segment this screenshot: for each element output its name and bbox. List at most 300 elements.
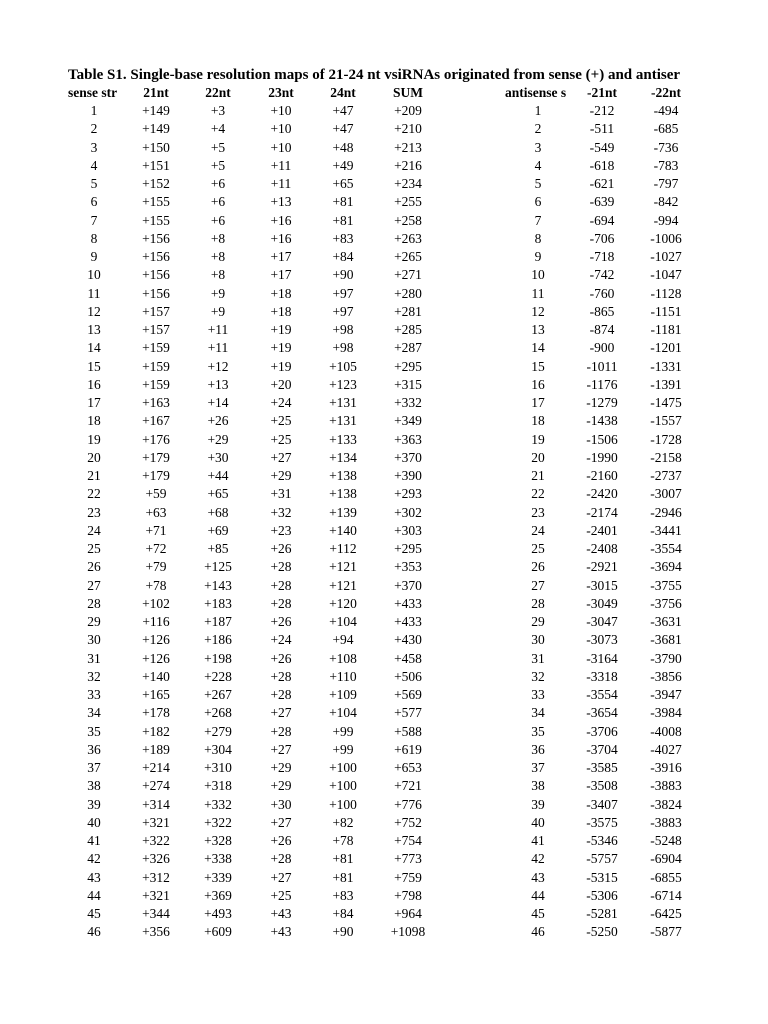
table-cell-val-23nt: +11	[270, 157, 292, 173]
table-cell-val-21nt: +344	[142, 906, 170, 921]
table-cell-val-sum: +588	[394, 723, 422, 739]
table-cell-val-antisense-21nt: -3015	[586, 577, 618, 593]
table-cell-val-sum: +353	[394, 559, 422, 575]
table-cell-val-antisense-21nt: -1438	[586, 413, 618, 429]
table-cell-val-21nt: +159	[142, 376, 170, 392]
table-cell-val-antisense-21nt: -874	[589, 322, 615, 337]
table-cell-val-23nt: +28	[270, 595, 292, 611]
table-cell-val-antisense-22nt: -3824	[650, 796, 682, 812]
table-cell-val-antisense-21nt: -3073	[586, 632, 618, 648]
table-cell-val-antisense-22nt: -1128	[650, 285, 682, 301]
table-cell-val-23nt: +19	[270, 322, 292, 337]
table-title: Table S1. Single-base resolution maps of 21-24 nt vsiRNAs originated from sense (+) and antiser	[68, 67, 681, 83]
table-cell-antisense-index: 33	[531, 687, 545, 702]
table-cell-sense-index: 11	[87, 285, 101, 301]
table-cell-val-antisense-22nt: -3790	[650, 650, 682, 666]
table-cell-val-antisense-21nt: -3049	[586, 595, 618, 611]
table-cell-antisense-index: 43	[531, 869, 545, 885]
table-cell-val-antisense-21nt: -1176	[586, 376, 618, 392]
table-cell-val-23nt: +29	[270, 778, 292, 794]
table-cell-val-antisense-21nt: -5757	[586, 851, 618, 867]
table-cell-val-antisense-21nt: -5315	[586, 869, 618, 885]
table-cell-val-22nt: +11	[207, 322, 229, 337]
table-cell-val-24nt: +49	[332, 157, 354, 173]
table-cell-val-22nt: +8	[210, 249, 226, 264]
table-cell-val-antisense-22nt: -3984	[650, 705, 682, 721]
table-cell-val-antisense-22nt: -3947	[650, 687, 682, 702]
table-cell-val-21nt: +274	[142, 778, 170, 794]
table-cell-val-22nt: +493	[204, 906, 232, 921]
table-cell-val-23nt: +26	[270, 650, 292, 666]
table-cell-val-sum: +315	[394, 376, 422, 392]
table-cell-antisense-index: 19	[531, 431, 545, 447]
table-cell-val-antisense-22nt: -3007	[650, 486, 682, 502]
table-cell-val-24nt: +99	[332, 723, 354, 739]
table-cell-sense-index: 1	[90, 103, 98, 118]
table-cell-val-antisense-22nt: -3756	[650, 595, 682, 611]
table-cell-val-21nt: +63	[145, 504, 167, 520]
table-cell-val-22nt: +187	[204, 614, 232, 629]
table-cell-val-sum: +209	[394, 103, 422, 118]
table-cell-sense-index: 15	[87, 358, 101, 374]
table-cell-val-antisense-21nt: -1506	[586, 431, 618, 447]
table-cell-antisense-index: 13	[531, 322, 545, 337]
header-23nt: 23nt	[268, 85, 294, 100]
table-cell-val-23nt: +25	[270, 431, 292, 447]
table-cell-val-23nt: +28	[270, 577, 292, 593]
table-cell-sense-index: 30	[87, 632, 101, 648]
table-cell-val-sum: +458	[394, 650, 422, 666]
table-cell-val-antisense-22nt: -797	[653, 176, 679, 191]
table-cell-val-23nt: +18	[270, 285, 292, 301]
table-cell-sense-index: 28	[87, 595, 101, 611]
table-cell-val-22nt: +310	[204, 760, 232, 775]
table-cell-val-21nt: +176	[142, 431, 170, 447]
table-cell-val-antisense-21nt: -5281	[586, 906, 618, 921]
table-cell-val-21nt: +159	[142, 358, 170, 374]
table-cell-val-23nt: +27	[270, 741, 292, 757]
table-cell-val-22nt: +339	[204, 869, 232, 885]
table-cell-val-24nt: +47	[332, 121, 354, 137]
table-cell-sense-index: 32	[87, 668, 101, 684]
table-cell-val-23nt: +10	[270, 121, 292, 137]
table-cell-val-21nt: +178	[142, 705, 170, 721]
table-cell-val-23nt: +30	[270, 796, 292, 812]
table-cell-val-22nt: +332	[204, 796, 232, 812]
table-cell-val-antisense-22nt: -6714	[650, 887, 682, 903]
table-cell-val-24nt: +100	[329, 778, 357, 794]
table-cell-val-21nt: +152	[142, 176, 170, 191]
table-cell-val-antisense-21nt: -2174	[586, 504, 618, 520]
table-cell-val-21nt: +179	[142, 468, 170, 483]
table-cell-val-sum: +213	[394, 139, 422, 155]
table-cell-sense-index: 46	[87, 924, 101, 940]
table-cell-val-antisense-22nt: -3883	[650, 778, 682, 794]
table-cell-val-21nt: +155	[142, 194, 170, 210]
table-cell-antisense-index: 45	[531, 906, 545, 921]
table-cell-val-sum: +263	[394, 230, 422, 246]
table-cell-val-21nt: +150	[142, 139, 170, 155]
table-cell-val-21nt: +126	[142, 650, 170, 666]
table-cell-val-21nt: +102	[142, 595, 170, 611]
table-cell-val-23nt: +27	[270, 814, 292, 830]
table-cell-antisense-index: 3	[534, 139, 542, 155]
table-cell-val-22nt: +9	[210, 285, 226, 301]
table-cell-sense-index: 19	[87, 431, 101, 447]
table-cell-val-antisense-22nt: -6425	[650, 906, 682, 921]
table-cell-val-antisense-22nt: -1181	[650, 322, 682, 337]
table-cell-val-24nt: +78	[332, 833, 354, 848]
table-cell-antisense-index: 25	[531, 541, 545, 556]
table-cell-val-antisense-21nt: -2160	[586, 468, 618, 483]
header-antisense-22nt: -22nt	[651, 85, 681, 100]
table-cell-val-antisense-22nt: -4027	[650, 741, 682, 757]
table-cell-val-23nt: +20	[270, 376, 292, 392]
table-cell-val-antisense-22nt: -1331	[650, 358, 682, 374]
table-cell-val-antisense-21nt: -3585	[586, 760, 618, 775]
table-cell-val-sum: +721	[394, 778, 422, 794]
table-cell-val-21nt: +59	[145, 486, 167, 502]
table-cell-val-23nt: +24	[270, 632, 292, 648]
table-cell-val-24nt: +100	[329, 760, 357, 775]
table-cell-val-sum: +653	[394, 760, 422, 775]
table-cell-val-22nt: +186	[204, 632, 232, 648]
header-sum: SUM	[393, 85, 423, 100]
table-cell-val-antisense-21nt: -3508	[586, 778, 618, 794]
table-cell-val-22nt: +318	[204, 778, 232, 794]
table-cell-val-23nt: +28	[270, 723, 292, 739]
header-24nt: 24nt	[330, 85, 356, 100]
table-cell-val-sum: +281	[394, 303, 422, 319]
table-cell-val-23nt: +26	[270, 614, 292, 629]
table-cell-sense-index: 36	[87, 741, 101, 757]
table-cell-val-24nt: +108	[329, 650, 357, 666]
table-cell-val-21nt: +322	[142, 833, 170, 848]
table-cell-val-23nt: +17	[270, 249, 292, 264]
table-cell-val-21nt: +156	[142, 267, 170, 283]
header-21nt: 21nt	[143, 85, 169, 100]
table-cell-val-24nt: +104	[329, 705, 357, 721]
table-cell-antisense-index: 44	[531, 887, 545, 903]
table-cell-val-22nt: +11	[207, 340, 229, 356]
table-cell-val-22nt: +13	[207, 376, 229, 392]
table-cell-val-sum: +349	[394, 413, 422, 429]
table-cell-sense-index: 20	[87, 449, 101, 465]
table-cell-val-21nt: +116	[142, 614, 170, 629]
table-cell-antisense-index: 5	[534, 176, 542, 191]
table-cell-val-23nt: +28	[270, 851, 292, 867]
table-cell-val-sum: +390	[394, 468, 422, 483]
table-cell-val-sum: +577	[394, 705, 422, 721]
table-cell-val-antisense-22nt: -1027	[650, 249, 682, 264]
table-cell-sense-index: 25	[87, 541, 101, 556]
table-cell-val-22nt: +9	[210, 303, 226, 319]
table-cell-sense-index: 31	[87, 650, 101, 666]
table-cell-val-24nt: +98	[332, 322, 354, 337]
table-cell-val-23nt: +18	[270, 303, 292, 319]
table-cell-val-21nt: +151	[142, 157, 170, 173]
table-cell-val-antisense-22nt: -3694	[650, 559, 682, 575]
table-cell-val-antisense-21nt: -549	[589, 139, 615, 155]
table-cell-val-23nt: +10	[270, 103, 292, 118]
table-cell-sense-index: 17	[87, 395, 101, 410]
table-cell-sense-index: 29	[87, 614, 101, 629]
table-cell-antisense-index: 31	[531, 650, 545, 666]
table-cell-val-23nt: +27	[270, 869, 292, 885]
table-cell-val-antisense-21nt: -2420	[586, 486, 618, 502]
table-cell-val-antisense-21nt: -3654	[586, 705, 618, 721]
table-cell-val-22nt: +198	[204, 650, 232, 666]
table-cell-val-sum: +619	[394, 741, 422, 757]
table-cell-val-23nt: +16	[270, 212, 292, 228]
header-22nt: 22nt	[205, 85, 231, 100]
table-cell-val-antisense-22nt: -5877	[650, 924, 682, 940]
table-cell-val-antisense-21nt: -2408	[586, 541, 618, 556]
table-cell-val-antisense-22nt: -994	[653, 212, 679, 228]
table-cell-val-antisense-22nt: -1391	[650, 376, 682, 392]
table-cell-val-24nt: +140	[329, 522, 357, 538]
header-antisense-21nt: -21nt	[587, 85, 617, 100]
table-cell-val-23nt: +13	[270, 194, 292, 210]
table-cell-val-sum: +216	[394, 157, 422, 173]
table-cell-val-sum: +370	[394, 449, 422, 465]
table-cell-val-22nt: +44	[207, 468, 229, 483]
table-cell-sense-index: 7	[90, 212, 98, 228]
table-cell-val-24nt: +90	[332, 924, 354, 940]
table-cell-val-22nt: +5	[210, 157, 226, 173]
table-cell-antisense-index: 42	[531, 851, 545, 867]
table-cell-val-22nt: +304	[204, 741, 232, 757]
table-cell-val-22nt: +8	[210, 267, 226, 283]
table-cell-val-23nt: +26	[270, 833, 292, 848]
table-cell-val-antisense-22nt: -1475	[650, 395, 682, 410]
table-cell-val-21nt: +156	[142, 285, 170, 301]
table-cell-val-antisense-22nt: -5248	[650, 833, 682, 848]
table-cell-val-21nt: +214	[142, 760, 170, 775]
table-cell-sense-index: 45	[87, 906, 101, 921]
table-cell-antisense-index: 16	[531, 376, 545, 392]
table-cell-val-22nt: +267	[204, 687, 232, 702]
table-cell-val-antisense-21nt: -2921	[586, 559, 618, 575]
table-cell-val-sum: +430	[394, 632, 422, 648]
table-cell-val-24nt: +105	[329, 358, 357, 374]
table-cell-val-24nt: +121	[329, 559, 357, 575]
table-cell-val-sum: +280	[394, 285, 422, 301]
table-cell-sense-index: 8	[90, 230, 98, 246]
table-cell-val-24nt: +81	[332, 869, 354, 885]
table-cell-sense-index: 26	[87, 559, 101, 575]
table-cell-antisense-index: 35	[531, 723, 545, 739]
table-cell-val-22nt: +69	[207, 522, 229, 538]
table-cell-antisense-index: 39	[531, 796, 545, 812]
table-cell-antisense-index: 40	[531, 814, 545, 830]
table-cell-antisense-index: 14	[531, 340, 545, 356]
table-cell-val-21nt: +321	[142, 887, 170, 903]
table-cell-val-24nt: +83	[332, 887, 354, 903]
table-cell-val-24nt: +138	[329, 468, 357, 483]
table-cell-val-antisense-21nt: -3706	[586, 723, 618, 739]
table-cell-val-antisense-22nt: -3554	[650, 541, 682, 556]
table-cell-val-sum: +754	[394, 833, 422, 848]
table-cell-val-22nt: +29	[207, 431, 229, 447]
table-cell-val-sum: +302	[394, 504, 422, 520]
table-cell-val-sum: +964	[394, 906, 422, 921]
table-cell-val-21nt: +79	[145, 559, 167, 575]
table-cell-val-23nt: +10	[270, 139, 292, 155]
table-cell-val-22nt: +14	[207, 395, 229, 410]
table-cell-sense-index: 44	[87, 887, 101, 903]
table-cell-val-23nt: +28	[270, 559, 292, 575]
table-cell-sense-index: 4	[90, 157, 98, 173]
table-cell-val-24nt: +98	[332, 340, 354, 356]
table-cell-val-22nt: +26	[207, 413, 229, 429]
table-cell-val-21nt: +356	[142, 924, 170, 940]
table-cell-val-22nt: +12	[207, 358, 229, 374]
table-cell-val-antisense-22nt: -2737	[650, 468, 682, 483]
table-cell-val-22nt: +125	[204, 559, 232, 575]
table-cell-sense-index: 16	[87, 376, 101, 392]
table-cell-val-22nt: +143	[204, 577, 232, 593]
table-cell-val-antisense-21nt: -5306	[586, 887, 618, 903]
table-cell-sense-index: 21	[87, 468, 101, 483]
table-cell-val-antisense-22nt: -2946	[650, 504, 682, 520]
table-cell-val-antisense-22nt: -6904	[650, 851, 682, 867]
table-cell-antisense-index: 17	[531, 395, 545, 410]
table-cell-val-24nt: +120	[329, 595, 357, 611]
table-cell-val-antisense-22nt: -6855	[650, 869, 682, 885]
table-cell-val-22nt: +6	[210, 194, 226, 210]
table-cell-val-24nt: +47	[332, 103, 354, 118]
table-cell-val-antisense-21nt: -1279	[586, 395, 618, 410]
table-cell-val-antisense-22nt: -1728	[650, 431, 682, 447]
table-cell-val-24nt: +97	[332, 285, 354, 301]
table-cell-antisense-index: 7	[534, 212, 542, 228]
table-cell-val-sum: +776	[394, 796, 422, 812]
table-cell-antisense-index: 6	[534, 194, 542, 210]
table-cell-val-sum: +773	[394, 851, 422, 867]
table-cell-val-24nt: +81	[332, 212, 354, 228]
table-cell-val-23nt: +27	[270, 449, 292, 465]
table-cell-val-antisense-22nt: -3755	[650, 577, 682, 593]
table-cell-val-22nt: +65	[207, 486, 229, 502]
table-cell-val-antisense-21nt: -3164	[586, 650, 618, 666]
table-cell-val-22nt: +369	[204, 887, 232, 903]
table-cell-antisense-index: 46	[531, 924, 545, 940]
table-cell-antisense-index: 30	[531, 632, 545, 648]
table-cell-val-antisense-21nt: -212	[589, 103, 615, 118]
table-cell-val-21nt: +312	[142, 869, 170, 885]
table-cell-sense-index: 35	[87, 723, 101, 739]
table-cell-antisense-index: 26	[531, 559, 545, 575]
table-cell-val-antisense-22nt: -1006	[650, 230, 682, 246]
table-cell-val-antisense-21nt: -718	[589, 249, 615, 264]
table-cell-val-sum: +433	[394, 595, 422, 611]
table-cell-val-23nt: +43	[270, 924, 292, 940]
table-cell-val-22nt: +85	[207, 541, 229, 556]
table-cell-val-24nt: +104	[329, 614, 357, 629]
table-cell-val-24nt: +84	[332, 249, 354, 264]
table-cell-val-22nt: +4	[210, 121, 226, 137]
table-cell-val-sum: +363	[394, 431, 422, 447]
table-cell-val-21nt: +72	[145, 541, 167, 556]
table-cell-val-23nt: +19	[270, 358, 292, 374]
table-cell-val-22nt: +8	[210, 230, 226, 246]
table-cell-val-24nt: +100	[329, 796, 357, 812]
table-cell-val-24nt: +110	[329, 668, 357, 684]
table-cell-sense-index: 13	[87, 322, 101, 337]
table-cell-sense-index: 14	[87, 340, 101, 356]
table-cell-antisense-index: 37	[531, 760, 545, 775]
table-cell-val-sum: +1098	[390, 924, 426, 940]
table-cell-val-antisense-21nt: -3575	[586, 814, 618, 830]
table-cell-sense-index: 40	[87, 814, 101, 830]
table-cell-val-antisense-21nt: -900	[589, 340, 615, 356]
table-cell-val-antisense-21nt: -5346	[586, 833, 618, 848]
table-cell-val-antisense-22nt: -3856	[650, 668, 682, 684]
table-cell-val-antisense-21nt: -5250	[586, 924, 618, 940]
table-cell-val-21nt: +156	[142, 249, 170, 264]
table-cell-val-22nt: +279	[204, 723, 232, 739]
table-cell-val-antisense-22nt: -3883	[650, 814, 682, 830]
table-cell-val-21nt: +163	[142, 395, 170, 410]
table-cell-val-23nt: +23	[270, 522, 292, 538]
table-cell-val-21nt: +165	[142, 687, 170, 702]
table-cell-val-22nt: +322	[204, 814, 232, 830]
table-cell-val-24nt: +139	[329, 504, 357, 520]
table-cell-val-24nt: +83	[332, 230, 354, 246]
table-cell-val-23nt: +19	[270, 340, 292, 356]
table-cell-val-24nt: +65	[332, 176, 354, 191]
table-cell-val-24nt: +94	[332, 632, 354, 648]
table-cell-sense-index: 12	[87, 303, 101, 319]
table-cell-val-antisense-22nt: -4008	[650, 723, 682, 739]
table-cell-antisense-index: 2	[534, 121, 542, 137]
table-cell-val-21nt: +149	[142, 103, 170, 118]
table-cell-val-antisense-21nt: -618	[589, 157, 615, 173]
table-cell-val-21nt: +314	[142, 796, 170, 812]
table-cell-val-antisense-22nt: -3441	[650, 522, 682, 538]
table-cell-val-sum: +285	[394, 322, 422, 337]
table-cell-val-sum: +752	[394, 814, 422, 830]
table-cell-val-sum: +255	[394, 194, 422, 210]
table-cell-val-24nt: +134	[329, 449, 357, 465]
table-cell-val-24nt: +81	[332, 851, 354, 867]
table-cell-val-22nt: +5	[210, 139, 226, 155]
table-cell-val-23nt: +43	[270, 906, 292, 921]
table-cell-sense-index: 27	[87, 577, 101, 593]
table-cell-antisense-index: 1	[534, 103, 542, 118]
table-cell-val-21nt: +126	[142, 632, 170, 648]
table-cell-val-sum: +433	[394, 614, 422, 629]
table-cell-val-21nt: +156	[142, 230, 170, 246]
table-cell-val-21nt: +71	[145, 522, 167, 538]
table-cell-val-antisense-22nt: -783	[653, 157, 679, 173]
table-cell-antisense-index: 24	[531, 522, 545, 538]
table-cell-val-23nt: +26	[270, 541, 292, 556]
table-cell-val-24nt: +121	[329, 577, 357, 593]
table-cell-val-23nt: +27	[270, 705, 292, 721]
table-cell-val-24nt: +82	[332, 814, 354, 830]
table-cell-val-antisense-21nt: -1990	[586, 449, 618, 465]
table-cell-val-23nt: +32	[270, 504, 292, 520]
table-cell-antisense-index: 32	[531, 668, 545, 684]
table-cell-antisense-index: 38	[531, 778, 545, 794]
table-cell-val-23nt: +17	[270, 267, 292, 283]
table-cell-val-antisense-22nt: -2158	[650, 449, 682, 465]
table-cell-sense-index: 3	[90, 139, 98, 155]
table-cell-val-24nt: +48	[332, 139, 354, 155]
table-cell-sense-index: 41	[87, 833, 101, 848]
